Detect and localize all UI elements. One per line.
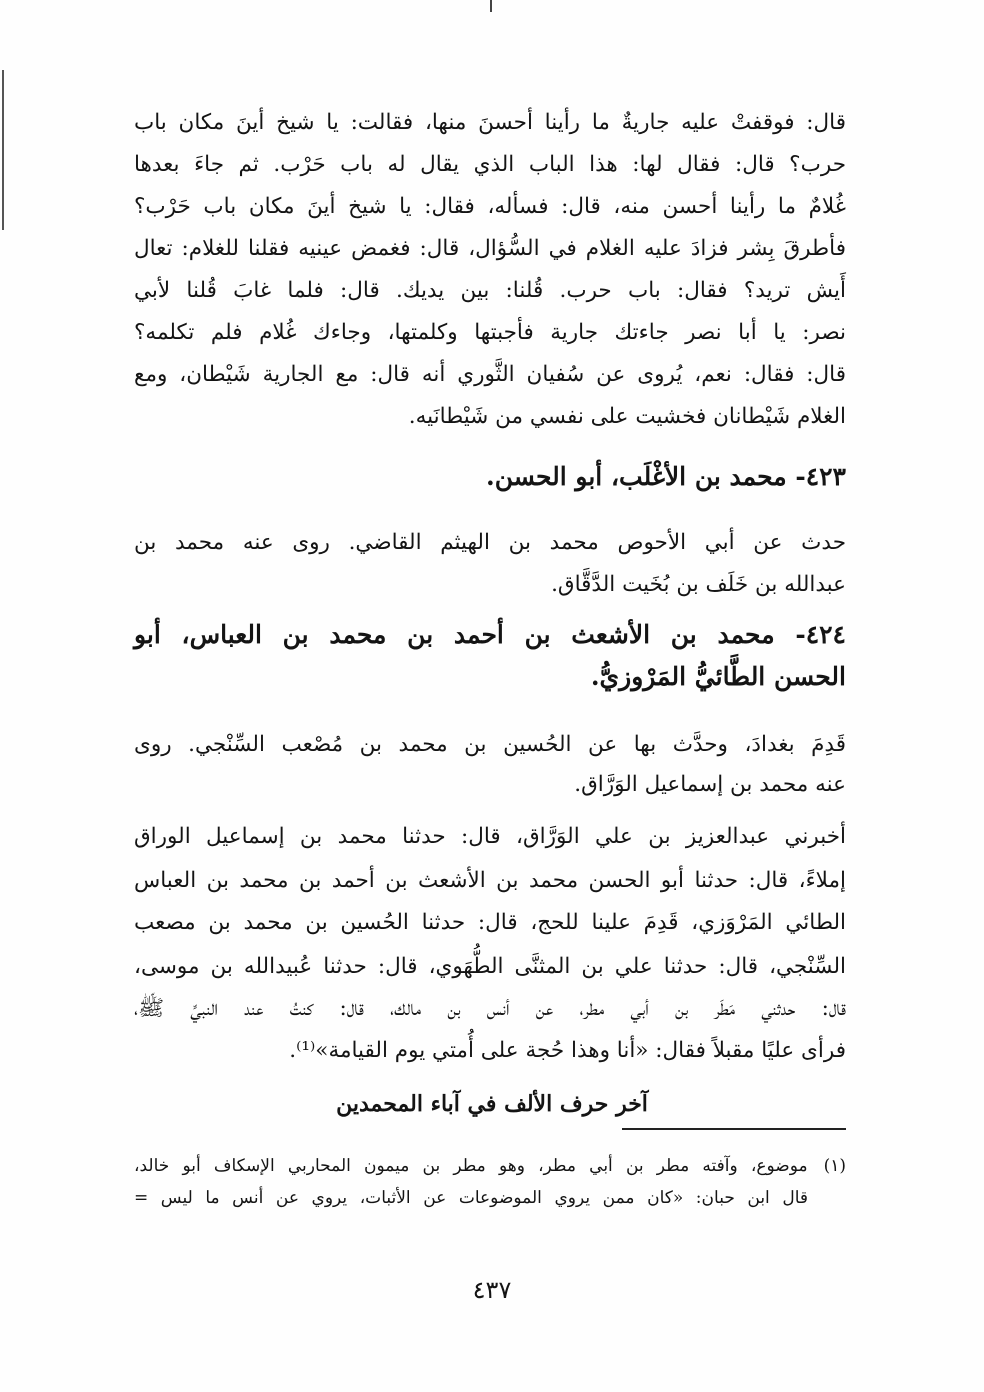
scan-artifact-top: [490, 0, 492, 12]
body-line: غُلامٌ ما رأينا أحسن منه، قال: فسأله، فقال: يا شيخ أينَ مكان باب حَرْب؟: [134, 194, 846, 219]
body-line: أَيش تريد؟ فقال: باب حرب. قُلنا: بين يديك. قال: فلما غابَ قُلنا لأبي: [134, 278, 846, 303]
footnote-separator: [622, 1128, 846, 1130]
body-line: نصر: يا أبا نصر جاءتك جارية فأجبتها وكلمتها، وجاءك غُلام فلم تكلمه؟: [134, 320, 846, 345]
entry-heading-424: ٤٢٤- محمد بن الأشعث بن أحمد بن محمد بن العباس، أبو: [134, 620, 846, 649]
body-line: قال: فوقفتْ عليه جاريةٌ ما رأينا أحسنَ منها، فقالت: يا شيخ أينَ مكان باب: [134, 110, 846, 135]
body-line: السِّنْجي، قال: حدثنا علي بن المثنَّى الطُّهَوي، قال: حدثنا عُبيدالله بن موسى،: [134, 954, 846, 979]
footnote-text: موضوع، وآفته مطر بن أبي مطر، وهو مطر بن ميمون المحاربي الإسكاف أبو خالد،: [134, 1156, 808, 1176]
body-line: قال: حدثني مَطَر بن أبي مطر، عن أنس بن مالك، قال: كنتُ عند النبيِّ ﷺ،: [134, 996, 846, 1021]
body-line: أخبرني عبدالعزيز بن علي الوَرَّاق، قال: حدثنا محمد بن إسماعيل الوراق: [134, 824, 846, 849]
body-line: فرأى عليًا مقبلاً فقال: «أنا وهذا حُجة على أُمتي يوم القيامة»⁽¹⁾.: [289, 1038, 846, 1063]
page-number: ٤٣٧: [472, 1276, 512, 1304]
footnote-line: قال ابن حبان: «كان ممن يروي الموضوعات عن الأثبات، يروي عن أنس ما ليس =: [134, 1188, 808, 1208]
body-line: الطائي المَرْوَزي، قَدِمَ علينا للحج، قال: حدثنا الحُسين بن محمد بن مصعب: [134, 910, 846, 935]
body-line: فأطرقَ بِشر فزادَ عليه الغلام في السُّؤال، قال: فغمض عينيه فقلنا للغلام: تعال: [134, 236, 846, 261]
body-line: حرب؟ قال: فقال لها: هذا الباب الذي يقال له باب حَرْب. ثم جاءَ بعدها: [134, 152, 846, 177]
body-line: إملاءً، قال: حدثنا أبو الحسن محمد بن الأشعث بن أحمد بن محمد بن العباس: [134, 868, 846, 893]
entry-heading-424-cont: الحسن الطَّائيُّ المَرْوزيُّ.: [590, 662, 846, 691]
body-line: قَدِمَ بغدادَ، وحدَّث بها عن الحُسين بن محمد بن مُصْعب السِّنْجي. روى: [134, 732, 846, 757]
footnote-line: [134, 1150, 846, 1182]
footnote-number: (١): [823, 1156, 846, 1176]
scan-artifact-left: [2, 70, 4, 230]
entry-heading-423: ٤٢٣- محمد بن الأغْلَب، أبو الحسن.: [485, 462, 846, 491]
section-closing-title: آخر حرف الألف في آباء المحمدين: [336, 1091, 648, 1117]
body-line: قال: فقال: نعم، يُروى عن سُفيان الثَّوري أنه قال: مع الجارية شَيْطان، ومع: [134, 362, 846, 387]
body-line: عنه محمد بن إسماعيل الوَرَّاق.: [574, 772, 846, 797]
body-line: عبدالله بن خَلَف بن بُخَيت الدَّقَّاق.: [551, 572, 846, 597]
body-line: الغلام شَيْطانان فخشيت على نفسي من شَيْطانَيه.: [408, 404, 846, 429]
body-line: حدث عن أبي الأحوص محمد بن الهيثم القاضي. روى عنه محمد بن: [134, 530, 846, 555]
